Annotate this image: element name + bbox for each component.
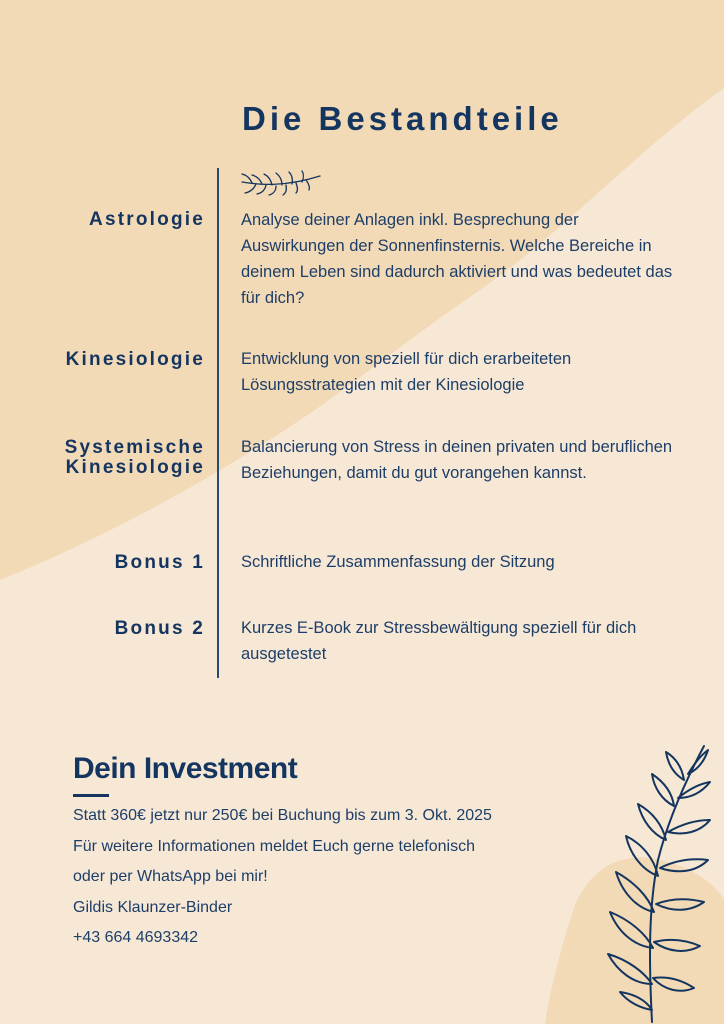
page-title: Die Bestandteile [242,100,563,137]
component-description-astrologie: Analyse deiner Anlagen inkl. Besprechung der Auswirkungen der Sonnenfinsternis. Welche Bereiche in deinem Leben sind dadurch aktiviert und was bedeutet das für dich? [241,211,673,307]
component-label-kinesiologie: Kinesiologie [65,349,205,370]
vertical-divider [217,168,219,678]
component-label-bonus-1: Bonus 1 [114,552,205,573]
component-label-bonus-2: Bonus 2 [114,618,205,639]
investment-contact-line: oder per WhatsApp bei mir! [73,868,268,885]
investment-title-underline [73,794,109,797]
label-line-2: Kinesiologie [65,457,205,478]
investment-phone-line: +43 664 4693342 [73,929,199,946]
investment-name-line: Gildis Klaunzer-Binder [73,898,233,916]
investment-price-line: Statt 360€ jetzt nur 250€ bei Buchung bis zum 3. Okt. 2025 [73,807,492,824]
component-label-astrologie: Astrologie [89,209,205,230]
component-description-kinesiologie: Entwicklung von speziell für dich erarbeiteten Lösungsstrategien mit der Kinesiologie [241,350,572,394]
rosemary-branch-icon [596,740,714,1024]
component-description-bonus-2: Kurzes E-Book zur Stressbewältigung speziell für dich ausgetestet [241,619,637,663]
component-label-systemische-kinesiologie [65,438,205,478]
investment-info-line: Für weitere Informationen meldet Euch gerne telefonisch [73,837,475,855]
component-description-bonus-1: Schriftliche Zusammenfassung der Sitzung [241,553,555,571]
investment-details [73,801,593,954]
label-line-1: Systemische [64,437,205,458]
component-description-systemische-kinesiologie: Balancierung von Stress in deinen privaten und beruflichen Beziehungen, damit du gut vorangehen kannst. [241,438,673,482]
rosemary-sprig-icon [240,170,324,196]
investment-title: Dein Investment [73,752,298,785]
